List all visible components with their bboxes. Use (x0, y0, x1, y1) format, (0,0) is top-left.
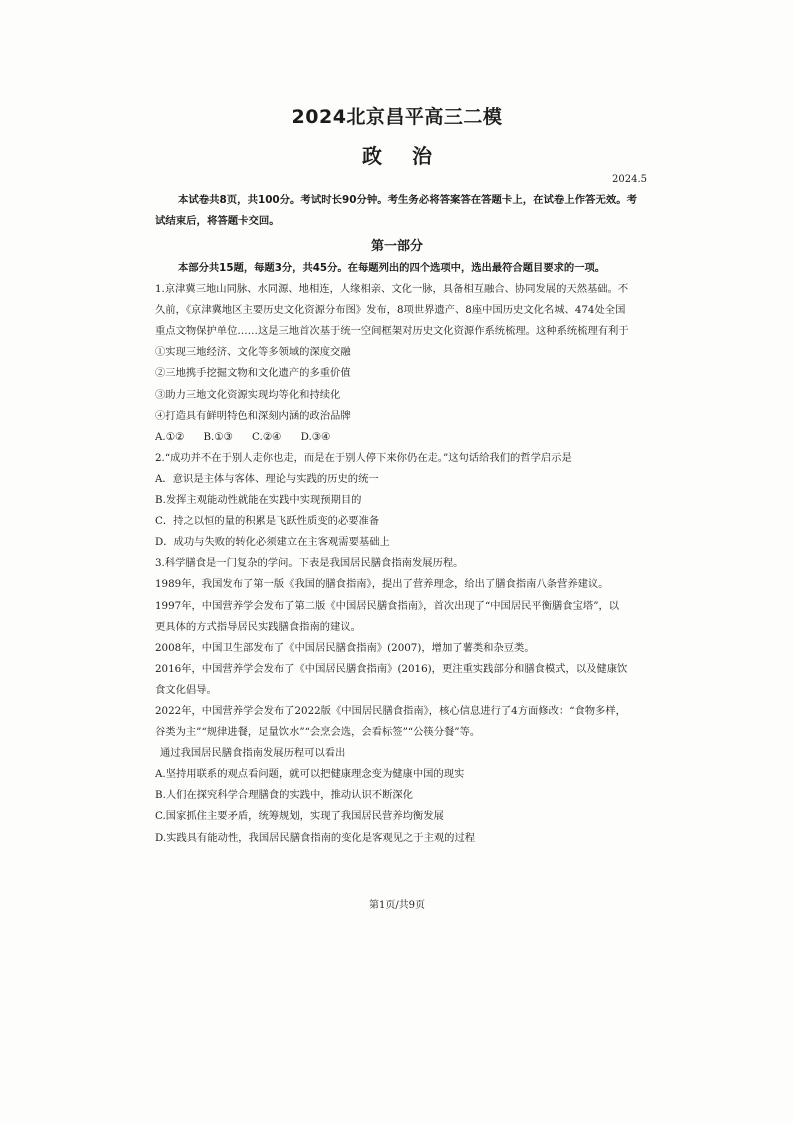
exam-instructions: 本试卷共8页，共100分。考试时长90分钟。考生务必将答案答在答题卡上，在试卷上作答无效。考试结束后，将答题卡交回。 (155, 194, 637, 227)
q1-stem-line: 重点文物保护单位……这是三地首次基于统一空间框架对历史文化资源作系统梳理。这种系统梳理有利于 (155, 325, 629, 338)
q3-option-c: C.国家抓住主要矛盾，统筹规划，实现了我国居民营养均衡发展 (155, 810, 444, 823)
subject-char-1: 政 (362, 144, 382, 168)
q2-option-d: D．成功与失败的转化必须建立在主客观需要基础上 (155, 536, 390, 549)
q1-option-c: C.②④ (252, 430, 282, 443)
q1-option-d: D.③④ (300, 430, 331, 443)
q3-stem: 3.科学膳食是一门复杂的学问。下表是我国居民膳食指南发展历程。 (155, 557, 464, 570)
q1-item: ②三地携手挖掘文物和文化遗产的多重价值 (155, 367, 351, 380)
q3-option-a: A.坚持用联系的观点看问题，就可以把健康理念变为健康中国的现实 (155, 768, 465, 781)
q1-stem-line: 久前，《京津冀地区主要历史文化资源分布图》发布，8项世界遗产、8座中国历史文化名城、474处全国 (155, 304, 626, 317)
section-title: 第一部分 (370, 239, 423, 254)
q3-prompt: 通过我国居民膳食指南发展历程可以看出 (160, 747, 346, 760)
subject-title (0, 140, 794, 169)
q2-option-a: A．意识是主体与客体、理论与实践的历史的统一 (155, 472, 379, 485)
q1-option-b: B.①③ (203, 430, 233, 443)
q3-option-d: D.实践具有能动性，我国居民膳食指南的变化是客观见之于主观的过程 (155, 831, 476, 844)
q1-item: ③助力三地文化资源实现均等化和持续化 (155, 388, 341, 401)
q1-option-a: A.①② (155, 430, 185, 443)
q3-history-line: 更具体的方式指导居民实践膳食指南的建议。 (155, 620, 361, 633)
q3-history-line: 1997年，中国营养学会发布了第二版《中国居民膳食指南》，首次出现了“中国居民平衡膳食宝塔”，以 (155, 599, 620, 612)
exam-title: 2024北京昌平高三二模 (291, 106, 503, 128)
q2-option-c: C．持之以恒的量的积累是飞跃性质变的必要准备 (155, 515, 380, 528)
q2-stem: 2.“成功并不在于别人走你也走，而是在于别人停下来你仍在走。”这句话给我们的哲学启示是 (155, 451, 572, 464)
q3-history-line: 2022年，中国营养学会发布了2022版《中国居民膳食指南》，核心信息进行了4方面修改：“食物多样， (155, 704, 626, 717)
page-number: 第1页/共9页 (368, 900, 426, 911)
exam-date: 2024.5 (612, 174, 647, 185)
q3-history-line: 2016年，中国营养学会发布了《中国居民膳食指南》(2016)，更注重实践部分和膳食模式，以及健康饮 (155, 662, 628, 675)
section-note: 本部分共15题，每题3分，共45分。在每题列出的四个选项中，选出最符合题目要求的一项。 (178, 262, 606, 274)
q1-stem-line: 1.京津冀三地山同脉、水同源、地相连，人缘相亲、文化一脉，具备相互融合、协同发展的天然基础。不 (155, 283, 629, 296)
q3-history-line: 食文化倡导。 (155, 683, 217, 696)
q1-item: ④打造具有鲜明特色和深刻内涵的政治品牌 (155, 409, 351, 422)
q3-option-b: B.人们在探究科学合理膳食的实践中，推动认识不断深化 (155, 789, 413, 802)
q2-option-b: B.发挥主观能动性就能在实践中实现预期目的 (155, 494, 362, 507)
subject-char-2: 治 (412, 144, 432, 168)
q3-history-line: 1989年，我国发布了第一版《我国的膳食指南》，提出了营养理念，给出了膳食指南八条营养建议。 (155, 578, 609, 591)
q1-options (155, 427, 641, 448)
q3-history-line: 2008年，中国卫生部发布了《中国居民膳食指南》(2007)，增加了薯类和杂豆类。 (155, 641, 535, 654)
question-body (155, 258, 641, 849)
q1-item: ①实现三地经济、文化等多领域的深度交融 (155, 346, 351, 359)
q3-history-line: 谷类为主”“规律进餐，足量饮水”“会烹会选，会看标签”“公筷分餐”等。 (155, 726, 481, 739)
